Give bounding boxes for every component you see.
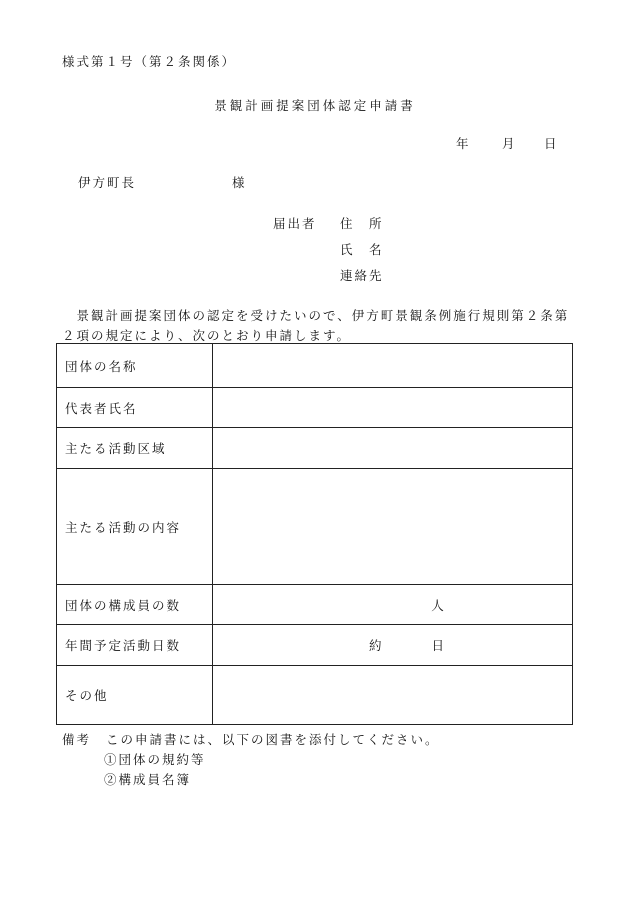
member-count-field[interactable] — [213, 585, 573, 625]
body-text-line-1: 景観計画提案団体の認定を受けたいので、伊方町景観条例施行規則第２条第 — [62, 308, 570, 323]
table-row-organization-name — [57, 344, 573, 388]
member-count-unit: 人 — [431, 597, 446, 613]
addressee-honorific: 様 — [232, 175, 247, 190]
row-label: 団体の構成員の数 — [57, 585, 213, 625]
notes-heading: 備考 — [62, 732, 92, 747]
form-number: 様式第１号（第２条関係） — [62, 54, 237, 69]
table-row-representative-name — [57, 388, 573, 428]
applicant-address-label: 住 所 — [340, 216, 384, 231]
table-row-activity-area — [57, 428, 573, 469]
activity-days-field[interactable] — [213, 625, 573, 666]
other-field[interactable] — [213, 666, 573, 725]
form-title: 景観計画提案団体認定申請書 — [214, 98, 416, 113]
note-item: ②構成員名簿 — [104, 772, 192, 787]
row-label: 主たる活動の内容 — [57, 469, 213, 585]
activity-content-field[interactable] — [213, 469, 573, 585]
row-label: 主たる活動区域 — [57, 428, 213, 469]
date-day-label: 日 — [544, 136, 559, 151]
date-month-label: 月 — [502, 136, 517, 151]
activity-days-unit: 日 — [431, 638, 446, 653]
organization-name-field[interactable] — [213, 344, 573, 388]
representative-name-field[interactable] — [213, 388, 573, 428]
note-item: ①団体の規約等 — [104, 752, 206, 767]
applicant-label: 届出者 — [273, 216, 317, 231]
body-text-line-2: ２項の規定により、次のとおり申請します。 — [62, 328, 352, 343]
notes-text: この申請書には、以下の図書を添付してください。 — [106, 732, 440, 747]
application-table — [56, 343, 573, 725]
applicant-contact-label: 連絡先 — [340, 268, 384, 283]
addressee-name: 伊方町長 — [78, 175, 137, 190]
activity-days-prefix: 約 — [368, 638, 384, 653]
row-label: 団体の名称 — [57, 344, 213, 388]
applicant-name-label: 氏 名 — [340, 242, 384, 257]
row-label: その他 — [57, 666, 213, 725]
date-year-label: 年 — [456, 136, 471, 151]
activity-area-field[interactable] — [213, 428, 573, 469]
row-label: 年間予定活動日数 — [57, 625, 213, 666]
table-row-activity-content — [57, 469, 573, 585]
row-label: 代表者氏名 — [57, 388, 213, 428]
table-row-member-count — [57, 585, 573, 625]
table-row-other — [57, 666, 573, 725]
table-row-activity-days — [57, 625, 573, 666]
